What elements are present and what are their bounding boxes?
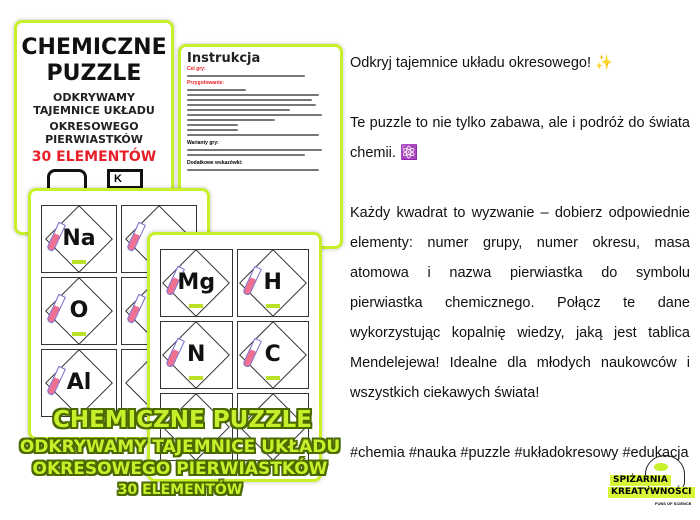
text-line (187, 94, 319, 96)
overlay-subtitle-1: ODKRYWAMY TAJEMNICE UKŁADU (19, 437, 341, 457)
overlay-subtitle-2: OKRESOWEGO PIERWIASTKÓW (32, 459, 328, 479)
text-line (187, 99, 312, 101)
element-card (41, 277, 117, 345)
element-symbol: Al (66, 370, 92, 395)
text-line (187, 154, 305, 156)
description-body: Każdy kwadrat to wyzwanie – dobierz odpowiednie elementy: numer grupy, numer okresu, masa atomowa i nazwa pierwiastka do symbolu pierwiastka chemicznego. Połącz te dane wykorzystując kopalnię wiedzy, jaką jest tablica Mendelejewa! Idealne dla młodych naukowców i wszystkich ciekawych świata! (350, 205, 690, 401)
prep-label: Przygotowanie: (187, 80, 224, 86)
element-symbol: C (264, 342, 281, 367)
overlay-count: 30 ELEMENTÓW (117, 482, 243, 498)
text-line (187, 109, 290, 111)
element-card (237, 321, 310, 389)
product-description (350, 48, 690, 498)
text-line (187, 119, 275, 121)
overlay-title: CHEMICZNE PUZZLE (52, 407, 313, 433)
text-line (187, 134, 319, 136)
text-line (187, 129, 238, 131)
cover-title-line2: PUZZLE (46, 61, 142, 86)
brand-logo (590, 455, 695, 515)
logo-line1: SPIŻARNIA (610, 475, 671, 486)
element-symbol: O (69, 298, 89, 323)
cover-card-letter: K (107, 169, 143, 189)
cover-subtitle-1: ODKRYWAMY TAJEMNICE UKŁADU (33, 91, 155, 117)
text-line (187, 169, 319, 171)
element-card (160, 321, 233, 389)
text-line (187, 104, 316, 106)
text-line (187, 89, 246, 91)
element-symbol: Mg (177, 270, 216, 295)
cover-subtitle-2: OKRESOWEGO PIERWIASTKÓW (45, 120, 143, 146)
extra-label: Dodatkowe wskazówki: (187, 160, 243, 166)
goal-label: Cel gry: (187, 66, 206, 72)
element-card (160, 249, 233, 317)
element-symbol: N (187, 342, 206, 367)
logo-line3: FUNS OF SCIENCE (655, 501, 692, 506)
cover-title (17, 35, 171, 87)
logo-line2: KREATYWNOŚCI (608, 487, 695, 498)
instructions-title: Instrukcja (187, 51, 261, 66)
element-symbol: H (263, 270, 282, 295)
description-hashtags: #chemia #nauka #puzzle #układokresowy #edukacja (350, 445, 689, 461)
cover-count: 30 ELEMENTÓW (31, 149, 157, 165)
description-journey: Te puzzle to nie tylko zabawa, ale i podróż do świata chemii. ⚛️ (350, 115, 690, 161)
variants-label: Warianty gry: (187, 140, 219, 146)
product-title-overlay (0, 407, 360, 499)
text-line (187, 149, 322, 151)
element-symbol: Na (62, 226, 96, 251)
cover-title-line1: CHEMICZNE (21, 35, 167, 60)
element-card (41, 205, 117, 273)
description-intro: Odkryj tajemnice układu okresowego! ✨ (350, 55, 614, 71)
text-line (187, 114, 322, 116)
text-line (187, 124, 238, 126)
text-line (187, 75, 305, 77)
element-card (237, 249, 310, 317)
